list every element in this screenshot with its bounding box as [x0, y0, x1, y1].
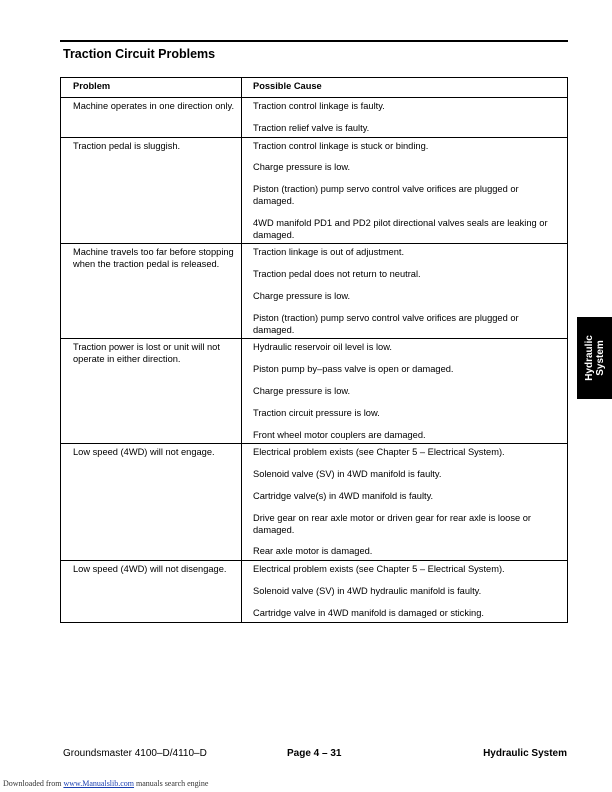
- cause-item: Electrical problem exists (see Chapter 5 – Electrical System).: [253, 564, 505, 575]
- troubleshooting-table: [60, 77, 568, 623]
- footer-page-number: Page 4 – 31: [287, 748, 342, 759]
- cause-item: Traction linkage is out of adjustment.: [253, 247, 405, 258]
- cause-cell: [242, 98, 568, 138]
- cause-item: Cartridge valve in 4WD manifold is damaged or sticking.: [253, 607, 484, 618]
- cause-item: Piston (traction) pump servo control valve orifices are plugged or damaged.: [253, 312, 519, 335]
- cause-item: Traction relief valve is faulty.: [253, 122, 370, 133]
- side-tab-line-2: System: [594, 340, 606, 376]
- side-tab-line-1: Hydraulic: [583, 335, 595, 381]
- problem-cell: Machine operates in one direction only.: [61, 98, 242, 138]
- section-side-tab: [577, 317, 612, 399]
- cause-item: Traction pedal does not return to neutral.: [253, 269, 421, 280]
- cause-item: Traction control linkage is faulty.: [253, 101, 385, 111]
- footer-model: Groundsmaster 4100–D/4110–D: [63, 748, 207, 759]
- cause-item: Traction circuit pressure is low.: [253, 407, 380, 418]
- cause-item: Solenoid valve (SV) in 4WD hydraulic manifold is faulty.: [253, 585, 482, 596]
- table-row: [61, 561, 568, 622]
- problem-cell: Machine travels too far before stopping when the traction pedal is released.: [61, 244, 242, 339]
- cause-item: Piston pump by–pass valve is open or damaged.: [253, 364, 454, 375]
- cause-cell: [242, 444, 568, 561]
- cause-column-header: Possible Cause: [242, 78, 568, 98]
- problem-cell: Traction power is lost or unit will not operate in either direction.: [61, 339, 242, 444]
- cause-item: Front wheel motor couplers are damaged.: [253, 429, 426, 440]
- side-tab-label: [584, 335, 606, 381]
- download-prefix: Downloaded from: [3, 779, 64, 788]
- cause-item: Traction control linkage is stuck or binding.: [253, 140, 429, 151]
- cause-cell: [242, 339, 568, 444]
- cause-item: Drive gear on rear axle motor or driven gear for rear axle is loose or damaged.: [253, 512, 531, 535]
- cause-item: Charge pressure is low.: [253, 290, 351, 301]
- table-row: [61, 339, 568, 444]
- table-row: [61, 137, 568, 244]
- table-row: [61, 444, 568, 561]
- cause-item: Piston (traction) pump servo control valve orifices are plugged or damaged.: [253, 184, 519, 206]
- table-header-row: [61, 78, 568, 98]
- cause-cell: [242, 561, 568, 622]
- cause-item: Solenoid valve (SV) in 4WD manifold is faulty.: [253, 469, 442, 480]
- table-row: [61, 244, 568, 339]
- manualslib-link[interactable]: www.Manualslib.com: [63, 779, 135, 788]
- download-note: [3, 779, 208, 788]
- cause-item: Rear axle motor is damaged.: [253, 546, 373, 557]
- cause-cell: [242, 137, 568, 244]
- table-row: [61, 98, 568, 138]
- problem-column-header: Problem: [61, 78, 242, 98]
- cause-cell: [242, 244, 568, 339]
- problem-cell: Low speed (4WD) will not engage.: [61, 444, 242, 561]
- cause-item: Hydraulic reservoir oil level is low.: [253, 342, 392, 353]
- section-title: Traction Circuit Problems: [63, 47, 216, 61]
- problem-cell: Traction pedal is sluggish.: [61, 137, 242, 244]
- cause-item: Cartridge valve(s) in 4WD manifold is faulty.: [253, 490, 434, 501]
- cause-item: Charge pressure is low.: [253, 162, 351, 173]
- problem-cell: Low speed (4WD) will not disengage.: [61, 561, 242, 622]
- footer-section: Hydraulic System: [483, 748, 567, 759]
- cause-item: Electrical problem exists (see Chapter 5 – Electrical System).: [253, 447, 505, 458]
- download-suffix: manuals search engine: [134, 779, 209, 788]
- cause-item: 4WD manifold PD1 and PD2 pilot directional valves seals are leaking or damaged.: [253, 217, 548, 240]
- top-rule: [60, 40, 568, 42]
- cause-item: Charge pressure is low.: [253, 385, 351, 396]
